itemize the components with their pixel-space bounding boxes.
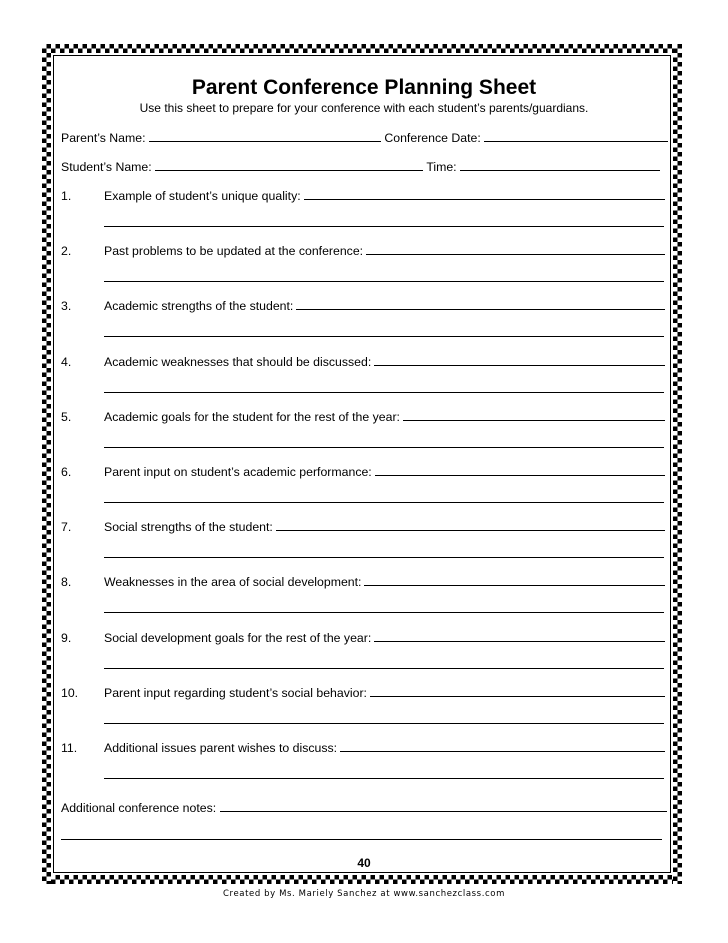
answer-field-2[interactable] — [104, 215, 664, 227]
question-number: 2. — [61, 244, 72, 258]
answer-field[interactable] — [340, 740, 665, 752]
question-row — [61, 354, 665, 369]
answer-row-2 — [104, 767, 664, 782]
question-number: 7. — [61, 520, 72, 534]
answer-row-2 — [104, 712, 664, 727]
question-text: Academic strengths of the student: — [104, 299, 294, 313]
student-name-row — [61, 159, 660, 174]
question-number: 8. — [61, 575, 72, 589]
page-title: Parent Conference Planning Sheet — [191, 76, 537, 99]
answer-field[interactable] — [296, 298, 665, 310]
answer-row-2 — [104, 546, 664, 561]
time-label: Time: — [426, 160, 457, 174]
page-subtitle: Use this sheet to prepare for your conference with each student’s parents/guardians. — [139, 101, 589, 115]
answer-row-2 — [104, 436, 664, 451]
answer-field-2[interactable] — [104, 436, 664, 448]
border-bottom — [42, 875, 682, 884]
question-text: Past problems to be updated at the conference: — [104, 244, 364, 258]
question-text: Academic weaknesses that should be discussed: — [104, 355, 372, 369]
question-number: 10. — [61, 686, 79, 700]
question-text: Social development goals for the rest of the year: — [104, 631, 372, 645]
question-row — [61, 188, 665, 203]
parent-name-label: Parent’s Name: — [61, 131, 146, 145]
answer-field[interactable] — [366, 243, 665, 255]
answer-field[interactable] — [374, 354, 665, 366]
answer-field-2[interactable] — [104, 546, 664, 558]
answer-field-2[interactable] — [104, 325, 664, 337]
question-text: Example of student’s unique quality: — [104, 189, 301, 203]
answer-field-2[interactable] — [104, 712, 664, 724]
answer-field-2[interactable] — [104, 767, 664, 779]
answer-row-2 — [104, 325, 664, 340]
question-number: 6. — [61, 465, 72, 479]
notes-label: Additional conference notes: — [61, 801, 217, 815]
answer-field-2[interactable] — [104, 657, 664, 669]
answer-row-2 — [104, 270, 664, 285]
answer-row-2 — [104, 381, 664, 396]
question-row — [61, 464, 665, 479]
parent-name-row — [61, 130, 668, 145]
question-number: 11. — [61, 741, 78, 755]
question-row — [61, 740, 665, 755]
question-number: 1. — [61, 189, 72, 203]
answer-field[interactable] — [276, 519, 665, 531]
answer-field-2[interactable] — [104, 601, 664, 613]
answer-row-2 — [104, 491, 664, 506]
question-row — [61, 685, 665, 700]
answer-field[interactable] — [304, 188, 665, 200]
notes-row-2 — [61, 828, 662, 843]
conference-date-field[interactable] — [484, 130, 668, 142]
answer-field[interactable] — [403, 409, 665, 421]
answer-field-2[interactable] — [104, 491, 664, 503]
question-text: Social strengths of the student: — [104, 520, 273, 534]
notes-field-2[interactable] — [61, 828, 662, 840]
answer-field[interactable] — [370, 685, 665, 697]
question-row — [61, 574, 665, 589]
answer-field[interactable] — [374, 630, 665, 642]
answer-field[interactable] — [364, 574, 665, 586]
credit-text: Created by Ms. Mariely Sanchez at www.sanchezclass.com — [223, 889, 505, 899]
answer-row-2 — [104, 601, 664, 616]
answer-field-2[interactable] — [104, 381, 664, 393]
conference-date-label: Conference Date: — [384, 131, 481, 145]
question-text: Academic goals for the student for the rest of the year: — [104, 410, 400, 424]
page-number: 40 — [357, 856, 371, 870]
border-right — [673, 44, 682, 884]
question-text: Additional issues parent wishes to discuss: — [104, 741, 338, 755]
question-text: Parent input on student’s academic performance: — [104, 465, 372, 479]
question-row — [61, 519, 665, 534]
question-row — [61, 409, 665, 424]
question-row — [61, 243, 665, 258]
student-name-field[interactable] — [155, 159, 423, 171]
answer-row-2 — [104, 657, 664, 672]
question-number: 3. — [61, 299, 72, 313]
notes-row — [61, 800, 667, 815]
border-top — [42, 44, 682, 53]
answer-field[interactable] — [375, 464, 665, 476]
border-left — [42, 44, 51, 884]
student-name-label: Student’s Name: — [61, 160, 152, 174]
question-row — [61, 630, 665, 645]
question-number: 9. — [61, 631, 72, 645]
parent-name-field[interactable] — [149, 130, 381, 142]
time-field[interactable] — [460, 159, 660, 171]
question-row — [61, 298, 665, 313]
notes-field[interactable] — [220, 800, 667, 812]
question-text: Parent input regarding student’s social behavior: — [104, 686, 367, 700]
answer-row-2 — [104, 215, 664, 230]
question-number: 4. — [61, 355, 72, 369]
question-text: Weaknesses in the area of social development: — [104, 575, 362, 589]
answer-field-2[interactable] — [104, 270, 664, 282]
question-number: 5. — [61, 410, 72, 424]
